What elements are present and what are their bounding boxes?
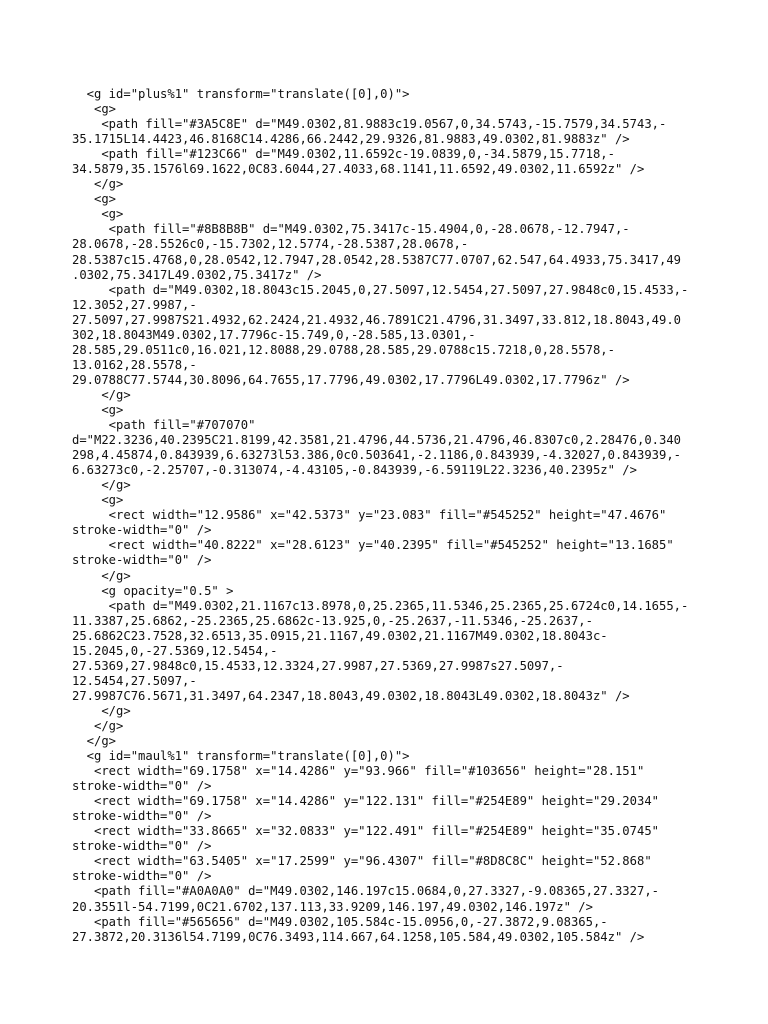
code-line: <path fill="#707070" xyxy=(72,418,256,433)
svg-source-code xyxy=(72,87,712,945)
code-line: <g> xyxy=(72,493,124,508)
code-line: <g> xyxy=(72,207,124,222)
code-line: d="M22.3236,40.2395C21.8199,42.3581,21.4796,44.5736,21.4796,46.8307c0,2.28476,0.340 xyxy=(72,433,682,448)
code-line: 302,18.8043M49.0302,17.7796c-15.749,0,-28.585,13.0301,- xyxy=(72,327,476,342)
code-line: stroke-width="0" /> xyxy=(72,839,212,854)
code-line: 13.0162,28.5578,- xyxy=(72,357,197,372)
code-line: 28.5387c15.4768,0,28.0542,12.7947,28.0542,28.5387C77.0707,62.547,64.4933,75.3417,49 xyxy=(72,252,682,267)
code-line: <rect width="40.8222" x="28.6123" y="40.2395" fill="#545252" height="13.1685" xyxy=(72,538,674,553)
code-line: stroke-width="0" /> xyxy=(72,553,212,568)
code-line: 25.6862C23.7528,32.6513,35.0915,21.1167,49.0302,21.1167M49.0302,18.8043c- xyxy=(72,628,608,643)
code-line: 12.5454,27.5097,- xyxy=(72,673,197,688)
code-line: 28.585,29.0511c0,16.021,12.8088,29.0788,28.585,29.0788c15.7218,0,28.5578,- xyxy=(72,342,615,357)
code-line: <path fill="#A0A0A0" d="M49.0302,146.197c15.0684,0,27.3327,-9.08365,27.3327,- xyxy=(72,884,659,899)
code-line: <rect width="69.1758" x="14.4286" y="122.131" fill="#254E89" height="29.2034" xyxy=(72,794,659,809)
code-line: <path fill="#3A5C8E" d="M49.0302,81.9883c19.0567,0,34.5743,-15.7579,34.5743,- xyxy=(72,117,667,132)
code-line: 35.1715L14.4423,46.8168C14.4286,66.2442,29.9326,81.9883,49.0302,81.9883z" /> xyxy=(72,132,630,147)
code-line: <g opacity="0.5" > xyxy=(72,583,234,598)
code-line: <path d="M49.0302,21.1167c13.8978,0,25.2365,11.5346,25.2365,25.6724c0,14.1655,- xyxy=(72,598,689,613)
code-line: <g id="plus%1" transform="translate([0],0)"> xyxy=(72,87,410,101)
code-line: <g> xyxy=(72,402,124,417)
code-line: </g> xyxy=(72,177,124,192)
code-line: <g id="maul%1" transform="translate([0],0)"> xyxy=(72,749,410,764)
code-line: 29.0788C77.5744,30.8096,64.7655,17.7796,49.0302,17.7796L49.0302,17.7796z" /> xyxy=(72,372,630,387)
code-line: <rect width="33.8665" x="32.0833" y="122.491" fill="#254E89" height="35.0745" xyxy=(72,824,659,839)
code-line: 27.9987C76.5671,31.3497,64.2347,18.8043,49.0302,18.8043L49.0302,18.8043z" /> xyxy=(72,688,630,703)
code-line: 12.3052,27.9987,- xyxy=(72,297,197,312)
code-line: </g> xyxy=(72,718,124,733)
code-line: 15.2045,0,-27.5369,12.5454,- xyxy=(72,643,278,658)
code-line: 11.3387,25.6862,-25.2365,25.6862c-13.925,0,-25.2637,-11.5346,-25.2637,- xyxy=(72,613,593,628)
code-line: 20.3551l-54.7199,0C21.6702,137.113,33.9209,146.197,49.0302,146.197z" /> xyxy=(72,899,593,914)
code-line: <rect width="63.5405" x="17.2599" y="96.4307" fill="#8D8C8C" height="52.868" xyxy=(72,854,652,869)
code-line: stroke-width="0" /> xyxy=(72,809,212,824)
code-line: 6.63273c0,-2.25707,-0.313074,-4.43105,-0.843939,-6.59119L22.3236,40.2395z" /> xyxy=(72,463,637,478)
code-line: <path fill="#8B8B8B" d="M49.0302,75.3417c-15.4904,0,-28.0678,-12.7947,- xyxy=(72,222,630,237)
code-line: <path fill="#565656" d="M49.0302,105.584c-15.0956,0,-27.3872,9.08365,- xyxy=(72,914,608,929)
code-line: </g> xyxy=(72,387,131,402)
code-line: 28.0678,-28.5526c0,-15.7302,12.5774,-28.5387,28.0678,- xyxy=(72,237,469,252)
code-line: .0302,75.3417L49.0302,75.3417z" /> xyxy=(72,267,322,282)
code-line: 27.3872,20.3136l54.7199,0C76.3493,114.667,64.1258,105.584,49.0302,105.584z" /> xyxy=(72,929,645,944)
code-line: <path fill="#123C66" d="M49.0302,11.6592c-19.0839,0,-34.5879,15.7718,- xyxy=(72,147,615,162)
code-line: 298,4.45874,0.843939,6.63273l53.386,0c0.503641,-2.1186,0.843939,-4.32027,0.843939,- xyxy=(72,448,682,463)
code-line: </g> xyxy=(72,568,131,583)
code-line: stroke-width="0" /> xyxy=(72,523,212,538)
code-line: </g> xyxy=(72,734,117,749)
code-line: <g> xyxy=(72,102,117,117)
code-line: <rect width="69.1758" x="14.4286" y="93.966" fill="#103656" height="28.151" xyxy=(72,764,645,779)
code-line: </g> xyxy=(72,703,131,718)
code-line: </g> xyxy=(72,478,131,493)
code-line: <rect width="12.9586" x="42.5373" y="23.083" fill="#545252" height="47.4676" xyxy=(72,508,667,523)
code-line: stroke-width="0" /> xyxy=(72,869,212,884)
code-line: 34.5879,35.1576l69.1622,0C83.6044,27.4033,68.1141,11.6592,49.0302,11.6592z" /> xyxy=(72,162,645,177)
code-line: <path d="M49.0302,18.8043c15.2045,0,27.5097,12.5454,27.5097,27.9848c0,15.4533,- xyxy=(72,282,689,297)
code-line: stroke-width="0" /> xyxy=(72,779,212,794)
code-line: 27.5369,27.9848c0,15.4533,12.3324,27.9987,27.5369,27.9987s27.5097,- xyxy=(72,658,564,673)
code-line: <g> xyxy=(72,192,117,207)
code-line: 27.5097,27.9987S21.4932,62.2424,21.4932,46.7891C21.4796,31.3497,33.812,18.8043,49.0 xyxy=(72,312,682,327)
